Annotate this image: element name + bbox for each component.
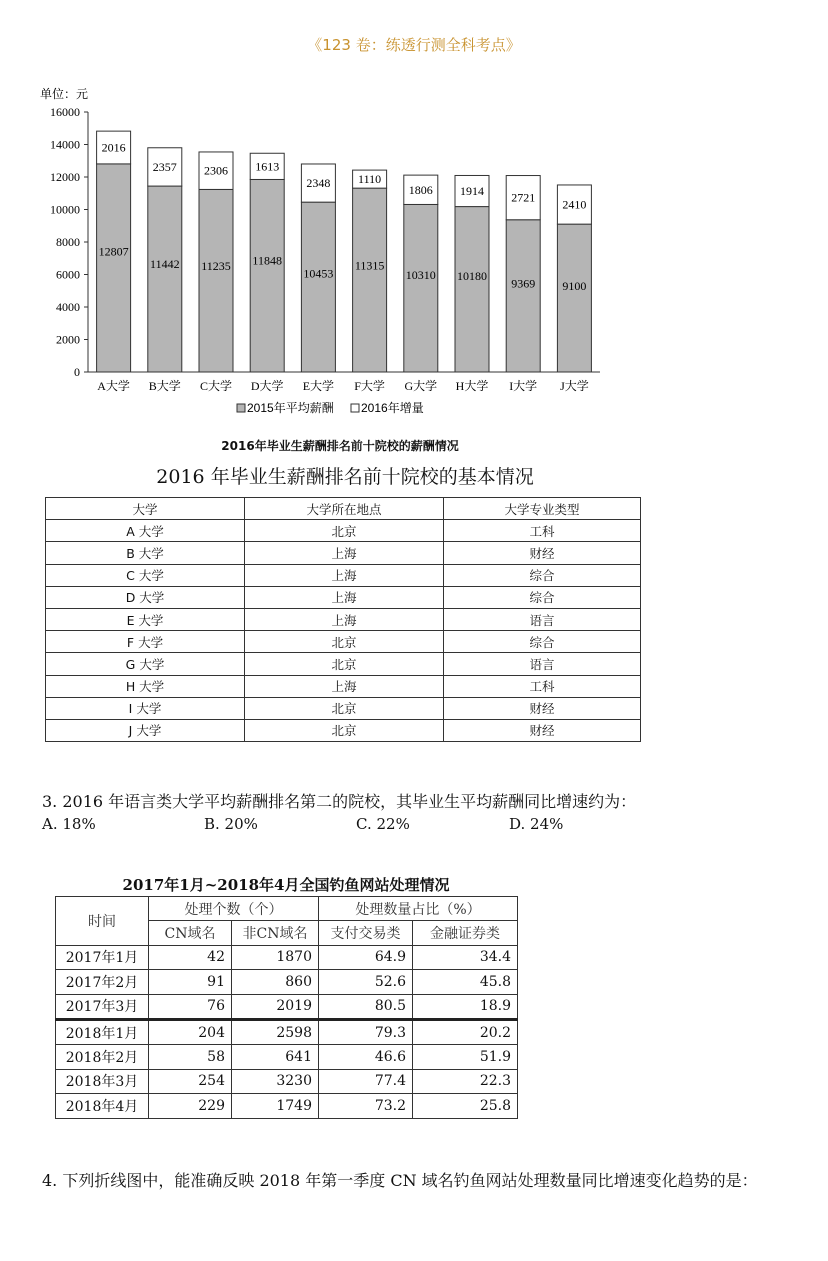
- data-label-2015: 10453: [303, 266, 334, 281]
- univ-name-cell: B 大学: [46, 542, 245, 564]
- y-tick-label: 2000: [56, 332, 80, 347]
- col-header-finance: 金融证券类: [413, 921, 518, 945]
- univ-name-cell: G 大学: [46, 653, 245, 675]
- cn-count-cell: 42: [149, 945, 232, 969]
- col-group-count: 处理个数（个）: [149, 897, 319, 921]
- cn-count-cell: 254: [149, 1069, 232, 1093]
- data-label-2015: 12807: [98, 244, 129, 259]
- table-row: [46, 697, 641, 719]
- date-cell: 2018年2月: [56, 1045, 149, 1069]
- univ-city-cell: 北京: [245, 719, 444, 741]
- univ-name-cell: D 大学: [46, 586, 245, 608]
- univ-city-cell: 北京: [245, 631, 444, 653]
- payment-share-cell: 80.5: [319, 994, 413, 1019]
- y-tick-label: 0: [74, 365, 80, 379]
- x-tick-label: I大学: [509, 379, 538, 393]
- univ-name-cell: H 大学: [46, 675, 245, 697]
- x-tick-label: B大学: [148, 379, 181, 393]
- data-label-2016: 2306: [204, 163, 228, 178]
- univ-type-cell: 财经: [444, 719, 641, 741]
- data-label-2016: 1914: [460, 184, 484, 199]
- table-row: [46, 608, 641, 630]
- non-cn-count-cell: 3230: [232, 1069, 319, 1093]
- univ-name-cell: J 大学: [46, 719, 245, 741]
- non-cn-count-cell: 2019: [232, 994, 319, 1019]
- univ-city-cell: 上海: [245, 608, 444, 630]
- univ-city-cell: 上海: [245, 542, 444, 564]
- table-row: [46, 719, 641, 741]
- unit-label: 单位：元: [40, 87, 89, 101]
- cn-count-cell: 58: [149, 1045, 232, 1069]
- data-label-2015: 10310: [405, 267, 436, 282]
- y-tick-label: 10000: [50, 202, 80, 217]
- data-label-2016: 1806: [408, 182, 433, 197]
- data-label-2016: 2721: [511, 190, 536, 205]
- payment-share-cell: 52.6: [319, 970, 413, 994]
- question-4: 4. 下列折线图中，能准确反映 2018 年第一季度 CN 域名钓鱼网站处理数量同比增速变化趋势的是：: [42, 1171, 758, 1190]
- data-label-2016: 2357: [152, 159, 177, 174]
- date-cell: 2018年3月: [56, 1069, 149, 1093]
- data-label-2015: 9100: [562, 279, 587, 294]
- univ-city-cell: 北京: [245, 697, 444, 719]
- legend-label-2016: 2016年增量: [361, 401, 424, 415]
- legend-swatch-2015: [237, 404, 245, 412]
- univ-type-cell: 财经: [444, 697, 641, 719]
- bar-2015-salary: [148, 186, 182, 372]
- univ-type-cell: 工科: [444, 675, 641, 697]
- table-row: [56, 1069, 518, 1093]
- col-header-payment: 支付交易类: [319, 921, 413, 945]
- finance-share-cell: 45.8: [413, 970, 518, 994]
- univ-type-cell: 综合: [444, 586, 641, 608]
- date-cell: 2018年4月: [56, 1094, 149, 1118]
- x-tick-label: E大学: [302, 379, 335, 393]
- table-row: [56, 970, 518, 994]
- data-label-2015: 11235: [201, 259, 231, 274]
- univ-name-cell: I 大学: [46, 697, 245, 719]
- bar-2015-salary: [455, 207, 489, 372]
- col-header-city: 大学所在地点: [245, 498, 444, 520]
- question-3-options: [42, 815, 742, 835]
- univ-city-cell: 北京: [245, 653, 444, 675]
- cn-count-cell: 76: [149, 994, 232, 1019]
- bar-2015-salary: [301, 202, 335, 372]
- bar-2015-salary: [353, 188, 387, 372]
- univ-city-cell: 上海: [245, 564, 444, 586]
- bar-2015-salary: [97, 164, 131, 372]
- data-label-2015: 11848: [252, 253, 282, 268]
- table-row: [56, 945, 518, 969]
- option-b: B. 20%: [204, 815, 258, 833]
- col-group-share: 处理数量占比（%）: [319, 897, 518, 921]
- table-row: [46, 653, 641, 675]
- univ-type-cell: 财经: [444, 542, 641, 564]
- y-tick-label: 8000: [56, 235, 80, 249]
- option-a: A. 18%: [42, 815, 96, 833]
- finance-share-cell: 51.9: [413, 1045, 518, 1069]
- y-tick-label: 14000: [50, 137, 80, 152]
- finance-share-cell: 22.3: [413, 1069, 518, 1093]
- univ-table-title: 2016 年毕业生薪酬排名前十院校的基本情况: [156, 466, 534, 488]
- data-label-2015: 11315: [354, 258, 385, 273]
- date-cell: 2017年3月: [56, 994, 149, 1019]
- payment-share-cell: 73.2: [319, 1094, 413, 1118]
- x-tick-label: A大学: [97, 379, 130, 393]
- y-tick-label: 12000: [50, 170, 80, 184]
- x-tick-label: J大学: [560, 379, 589, 393]
- data-label-2015: 11442: [150, 257, 180, 272]
- cn-count-cell: 204: [149, 1019, 232, 1044]
- non-cn-count-cell: 1749: [232, 1094, 319, 1118]
- col-header-type: 大学专业类型: [444, 498, 641, 520]
- legend-label-2015: 2015年平均薪酬: [247, 401, 334, 415]
- finance-share-cell: 18.9: [413, 994, 518, 1019]
- x-tick-label: F大学: [354, 379, 385, 393]
- y-tick-label: 16000: [50, 105, 80, 119]
- col-header-time: 时间: [56, 897, 149, 946]
- option-c: C. 22%: [356, 815, 410, 833]
- col-header-non-cn: 非CN域名: [232, 921, 319, 945]
- book-header: 《123 卷：练透行测全科考点》: [307, 36, 521, 54]
- univ-city-cell: 上海: [245, 586, 444, 608]
- x-tick-label: C大学: [199, 379, 233, 393]
- finance-share-cell: 20.2: [413, 1019, 518, 1044]
- x-tick-label: H大学: [455, 379, 489, 393]
- phish-table-title: 2017年1月~2018年4月全国钓鱼网站处理情况: [122, 876, 450, 894]
- non-cn-count-cell: 641: [232, 1045, 319, 1069]
- univ-name-cell: F 大学: [46, 631, 245, 653]
- payment-share-cell: 64.9: [319, 945, 413, 969]
- table-row: [46, 675, 641, 697]
- data-label-2015: 10180: [457, 269, 487, 284]
- cn-count-cell: 229: [149, 1094, 232, 1118]
- payment-share-cell: 77.4: [319, 1069, 413, 1093]
- data-label-2016: 1613: [255, 159, 280, 174]
- univ-type-cell: 综合: [444, 564, 641, 586]
- non-cn-count-cell: 860: [232, 970, 319, 994]
- univ-name-cell: A 大学: [46, 520, 245, 542]
- date-cell: 2017年1月: [56, 945, 149, 969]
- non-cn-count-cell: 1870: [232, 945, 319, 969]
- table-row: [56, 1045, 518, 1069]
- y-tick-label: 6000: [56, 267, 80, 282]
- date-cell: 2018年1月: [56, 1019, 149, 1044]
- univ-table-header-row: [46, 498, 641, 520]
- table-row: [46, 520, 641, 542]
- univ-type-cell: 语言: [444, 608, 641, 630]
- table-row: [56, 994, 518, 1019]
- univ-type-cell: 综合: [444, 631, 641, 653]
- x-tick-label: D大学: [250, 379, 284, 393]
- univ-city-cell: 上海: [245, 675, 444, 697]
- bar-2015-salary: [250, 179, 284, 372]
- payment-share-cell: 79.3: [319, 1019, 413, 1044]
- phish-header-row-1: [56, 897, 518, 921]
- data-label-2015: 9369: [511, 276, 536, 291]
- cn-count-cell: 91: [149, 970, 232, 994]
- univ-type-cell: 语言: [444, 653, 641, 675]
- finance-share-cell: 34.4: [413, 945, 518, 969]
- data-label-2016: 2016: [101, 140, 126, 155]
- univ-name-cell: C 大学: [46, 564, 245, 586]
- univ-name-cell: E 大学: [46, 608, 245, 630]
- table-row: [46, 564, 641, 586]
- non-cn-count-cell: 2598: [232, 1019, 319, 1044]
- phish-table: [55, 896, 518, 1119]
- option-d: D. 24%: [509, 815, 564, 833]
- table-row: [56, 1094, 518, 1118]
- univ-type-cell: 工科: [444, 520, 641, 542]
- univ-table: [45, 497, 641, 742]
- col-header-cn: CN域名: [149, 921, 232, 945]
- question-3: 3. 2016 年语言类大学平均薪酬排名第二的院校，其毕业生平均薪酬同比增速约为：: [42, 792, 637, 811]
- chart-title: 2016年毕业生薪酬排名前十院校的薪酬情况: [221, 439, 459, 453]
- payment-share-cell: 46.6: [319, 1045, 413, 1069]
- bar-2015-salary: [199, 189, 233, 372]
- legend-swatch-2016: [351, 404, 359, 412]
- bar-2015-salary: [557, 224, 591, 372]
- y-tick-label: 4000: [56, 300, 80, 314]
- bar-2015-salary: [404, 204, 438, 372]
- table-row: [46, 586, 641, 608]
- col-header-univ: 大学: [46, 498, 245, 520]
- univ-city-cell: 北京: [245, 520, 444, 542]
- finance-share-cell: 25.8: [413, 1094, 518, 1118]
- table-row: [56, 1019, 518, 1044]
- data-label-2016: 2410: [562, 197, 587, 212]
- bar-2015-salary: [506, 220, 540, 372]
- salary-chart: [0, 80, 680, 430]
- data-label-2016: 1110: [358, 172, 382, 187]
- table-row: [46, 631, 641, 653]
- data-label-2016: 2348: [306, 176, 331, 191]
- x-tick-label: G大学: [404, 379, 438, 393]
- date-cell: 2017年2月: [56, 970, 149, 994]
- table-row: [46, 542, 641, 564]
